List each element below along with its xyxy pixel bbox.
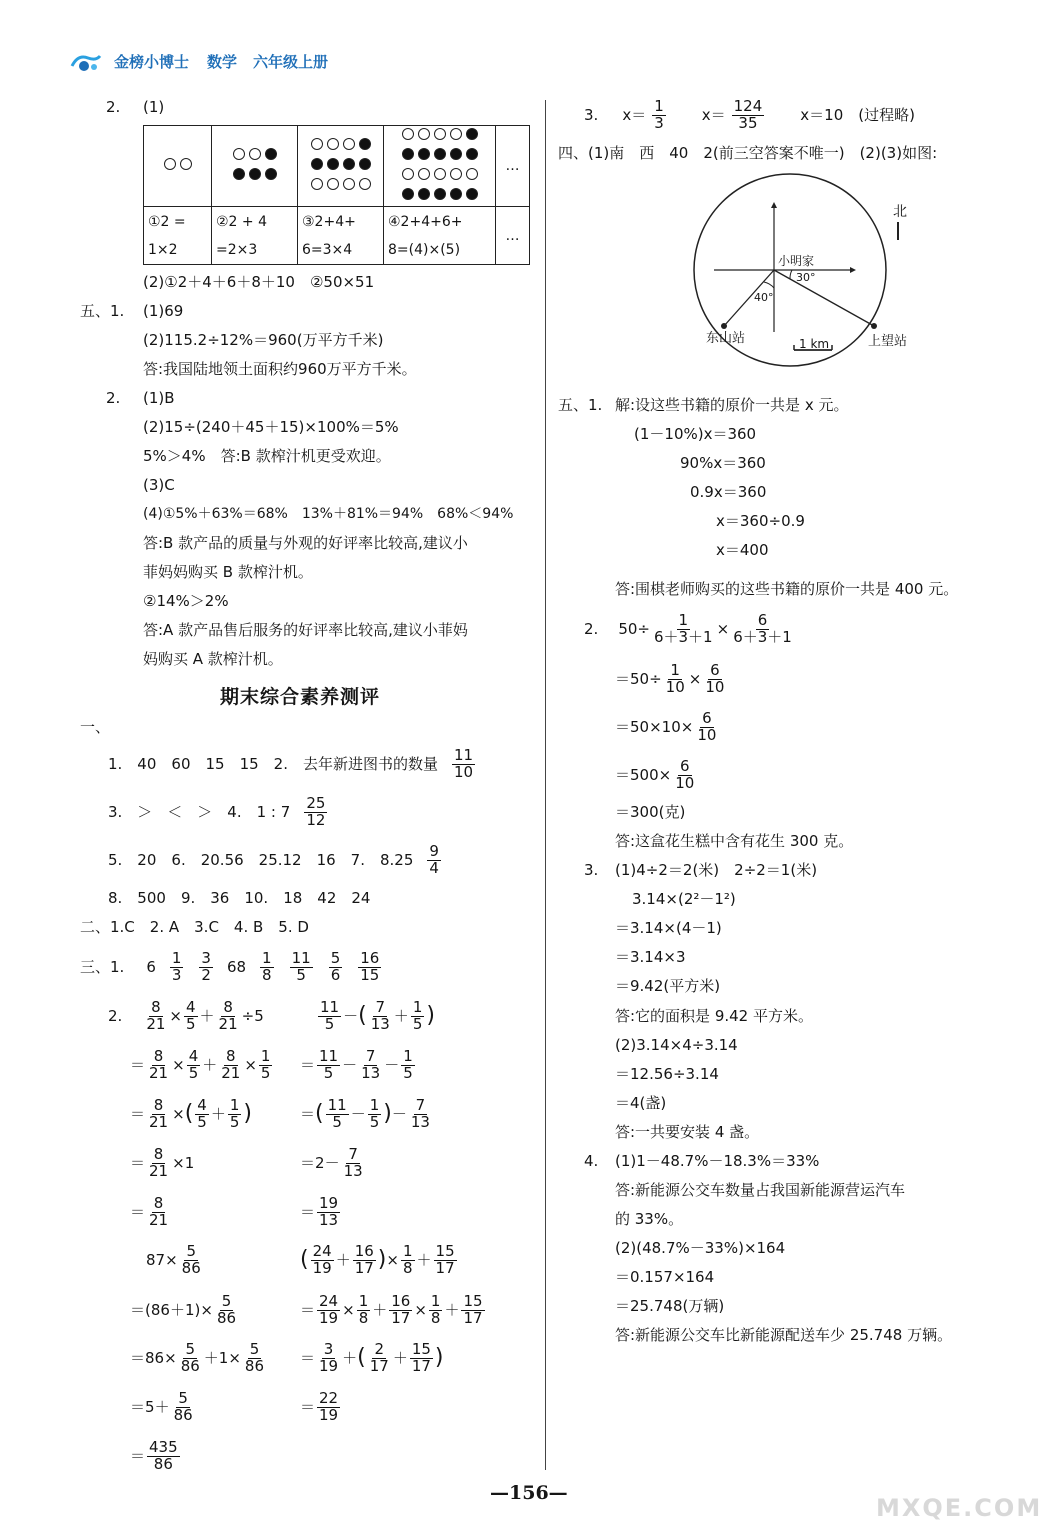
r-q2-l1: 2. 50÷ $\frac{1}{6+3+1}$ × $\frac{6}{6+3+1}$ (584, 610, 792, 646)
cell-1a: ①2 = (148, 213, 186, 230)
sec3-label: 三、1. (80, 957, 125, 976)
sec1-row1-text: 1. 40 60 15 15 2. 去年新进图书的数量 (108, 754, 438, 773)
r-q3b-l9: ＝4(盏) (615, 1094, 667, 1112)
calcB-l1: 11 5 － ( 7 13 ＋ 1 5 ) (320, 997, 435, 1033)
cell-4a: ④2+4+6+ (388, 213, 463, 230)
r-q3b-l5: ＝9.42(平方米) (615, 977, 721, 995)
pattern-4 (384, 126, 496, 207)
calcC-l4: ＝ 5 ＋ 5 86 (130, 1388, 193, 1424)
sec5-q1c: 答:我国陆地领土面积约960万平方千米。 (143, 360, 417, 378)
watermark: MXQE.COM (876, 1494, 1043, 1522)
sec5-q2f: 答:B 款产品的质量与外观的好评率比较高,建议小 (143, 534, 468, 552)
frac-11-5: 11 5 (291, 948, 311, 984)
map-home-label: 小明家 (778, 254, 815, 268)
pattern-3 (298, 126, 384, 207)
r-q3b-l10: 答:一共要安装 4 盏。 (615, 1123, 760, 1141)
r-q4-label: 4. (584, 1152, 599, 1170)
section-title: 期末综合素养测评 (220, 686, 381, 708)
r-q3b-l7: (2)3.14×4÷3.14 (615, 1036, 738, 1054)
sec5-q2d: (3)C (143, 476, 175, 494)
calcB-l3: ＝ ( 11 5 － 1 5 ) － 7 13 (300, 1095, 430, 1131)
map-east-station: 东山站 (706, 331, 746, 346)
calcC-l5: ＝ 435 86 (130, 1437, 178, 1473)
calcD-l1: ( 24 19 ＋ 16 17 ) × $\frac{1}{8}$ ＋ 15 17 (300, 1241, 455, 1277)
calcA-l1: 2. $\frac{8}{21}$ × $\frac{4}{5}$ ＋ $\frac{8}{21}$ ÷ 5 (108, 997, 264, 1033)
column-divider (545, 100, 546, 1470)
sec5-q2a: (1)B (143, 389, 175, 407)
r-s5-l2: (1－10%)x＝360 (634, 425, 757, 443)
ans-6: 6 (146, 957, 156, 976)
r-q3b-l3: ＝3.14×(4－1) (615, 919, 722, 937)
calcD-l4: ＝ 22 19 (300, 1388, 339, 1424)
r-q2-l3: ＝50×10× $\frac{6}{10}$ (615, 708, 717, 744)
sec5-q2h: ②14%＞2% (143, 592, 229, 610)
brand-name: 金榜小博士 (114, 52, 190, 71)
r-q3b-l8: ＝12.56÷3.14 (615, 1065, 719, 1083)
sec5-q2i: 答:A 款产品售后服务的好评率比较高,建议小菲妈 (143, 621, 468, 639)
sec5-label: 五、1. (80, 302, 125, 320)
r-q3b-l4: ＝3.14×3 (615, 948, 686, 966)
r-s5-l6: x＝400 (716, 541, 769, 559)
frac-25-12: 25 12 (306, 793, 326, 829)
frac: $\frac{4}{5}$ (185, 997, 196, 1033)
sec5-q2b: (2)15÷(240＋45＋15)×100%＝5% (143, 418, 399, 436)
frac-16-15: 16 15 (360, 948, 380, 984)
r-q2-ans: 答:这盒花生糕中含有花生 300 克。 (615, 832, 854, 850)
page-header (70, 52, 328, 72)
calcA-l5: ＝ 8 21 (130, 1193, 169, 1229)
frac-9-4: 9 4 (429, 841, 439, 877)
sec1-row2 (108, 794, 329, 830)
r-q2-l5: ＝300(克) (615, 803, 686, 821)
r-q4-l4: (2)(48.7%－33%)×164 (615, 1239, 786, 1257)
frac-11-10: 11 10 (453, 745, 474, 781)
map-north-label: 北 (893, 204, 907, 220)
frac-5-6: 5 6 (330, 948, 341, 984)
cell-3b: 6=3×4 (302, 241, 353, 258)
r-s5-l1: 解:设这些书籍的原价一共是 x 元。 (615, 396, 849, 414)
r-q2-l4: ＝500× $\frac{6}{10}$ (615, 756, 695, 792)
sec1-label: 一、 (80, 718, 111, 736)
calcC-l3: ＝ 86 × $\frac{5}{86}$ ＋ 1 × $\frac{5}{86}$ (130, 1339, 265, 1375)
r-q4-l5: ＝0.157×164 (615, 1268, 715, 1286)
frac: $\frac{8}{21}$ (218, 997, 238, 1033)
q2-sub1: (1) (143, 98, 165, 116)
calcA-l2: ＝ $\frac{8}{21}$ × $\frac{4}{5}$ ＋ $\frac{8}{21}$ × $\frac{1}{5}$ (130, 1046, 271, 1082)
calcA-l3: ＝ $\frac{8}{21}$ × ( 4 5 ＋ 1 5 ) (130, 1095, 252, 1131)
pattern-1 (144, 126, 212, 207)
subject-name: 数学 (207, 52, 238, 71)
grade-name: 六年级上册 (253, 52, 329, 71)
ans-68: 68 (226, 957, 247, 976)
map-upper-station: 上望站 (868, 334, 908, 349)
r-q3b-l6: 答:它的面积是 9.42 平方米。 (615, 1007, 813, 1025)
r-s5-l4: 0.9x＝360 (690, 483, 767, 501)
r-sec4: 四、(1)南 西 40 2(前三空答案不唯一) (2)(3)如图: (558, 144, 938, 162)
sec5-q2j: 妈购买 A 款榨汁机。 (143, 650, 283, 668)
table-ellipsis-2: … (496, 207, 530, 265)
frac-1-3: 1 3 (171, 948, 182, 984)
cell-2a: ②2 + 4 (216, 213, 267, 230)
sec1-row4: 8. 500 9. 36 10. 18 42 24 (108, 889, 371, 907)
q2-label: 2. (106, 98, 121, 116)
sec3-row1 (80, 948, 383, 986)
r-s5-l5: x＝360÷0.9 (716, 512, 805, 530)
sec5-q2e: (4)①5%＋63%＝68% 13%＋81%＝94% 68%＜94% (143, 506, 514, 522)
r-q4-l7: 答:新能源公交车比新能源配送车少 25.748 万辆。 (615, 1326, 953, 1344)
calcD-l3: ＝ 3 19 ＋ ( 2 17 ＋ 15 17 ) (300, 1339, 444, 1375)
r-q3b-l1: (1)4÷2＝2(米) 2÷2＝1(米) (615, 861, 818, 879)
q2-sub2: (2)①2＋4＋6＋8＋10 ②50×51 (143, 273, 375, 291)
pattern-2 (212, 126, 298, 207)
sec5-q2c: 5%＞4% 答:B 款榨汁机更受欢迎。 (143, 447, 391, 465)
cell-1b: 1×2 (148, 241, 178, 258)
map-scale: 1 km (799, 337, 830, 351)
cell-3a: ③2+4+ (302, 213, 356, 230)
calcC-l2: ＝ (86＋1) × $\frac{5}{86}$ (130, 1291, 237, 1327)
calcC-l1: 87 × $\frac{5}{86}$ (146, 1241, 201, 1277)
r-q2-l2: ＝50÷ $\frac{1}{10}$ × $\frac{6}{10}$ (615, 660, 725, 696)
r-q3b-label: 3. (584, 861, 599, 879)
r-s5-l3: 90%x＝360 (680, 454, 766, 472)
cell-2b: =2×3 (216, 241, 258, 258)
cell-4b: 8=(4)×(5) (388, 241, 461, 258)
sec1-row3 (108, 842, 443, 878)
calcA-l4: ＝ $\frac{8}{21}$ × 1 (130, 1144, 195, 1180)
sec5-q1a: (1)69 (143, 302, 184, 320)
map-angle-40: 40° (754, 291, 774, 304)
dot-pattern-table (143, 125, 530, 265)
calcB-l2: ＝ 11 5 － 7 13 － 1 5 (300, 1046, 413, 1082)
frac-3-2: 3 2 (201, 948, 211, 984)
brand-logo-icon (70, 52, 104, 72)
sec2-answers: 二、1.C 2. A 3.C 4. B 5. D (80, 918, 309, 936)
r-q3b-l2: 3.14×(2²－1²) (632, 890, 736, 908)
calcD-l2: ＝ $\frac{24}{19}$ × $\frac{1}{8}$ ＋ $\frac{16}{17}$ × $\frac{1}{8}$ ＋ 15 17 (300, 1291, 483, 1327)
r-q4-l3: 的 33%。 (615, 1210, 684, 1228)
r-q4-l2: 答:新能源公交车数量占我国新能源营运汽车 (615, 1181, 906, 1199)
sec5-q1b: (2)115.2÷12%＝960(万平方千米) (143, 331, 384, 349)
r-q3: 3. x＝ 1 3 x＝ 124 35 x＝10 (过程略) (584, 96, 915, 132)
sec1-row3-text: 5. 20 6. 20.56 25.12 16 7. 8.25 (108, 850, 414, 869)
table-ellipsis: … (496, 126, 530, 207)
r-q4-l1: (1)1－48.7%－18.3%＝33% (615, 1152, 820, 1170)
frac: $\frac{8}{21}$ (146, 997, 166, 1033)
calcB-l5: ＝ 19 13 (300, 1193, 339, 1229)
r-s5-ans: 答:围棋老师购买的这些书籍的原价一共是 400 元。 (615, 580, 959, 598)
sec1-row1 (108, 746, 477, 782)
r-q4-l6: ＝25.748(万辆) (615, 1297, 725, 1315)
north-marker (897, 222, 899, 240)
sec5-q2-label: 2. (106, 389, 121, 407)
r-s5-label: 五、1. (558, 396, 603, 414)
frac-1-8: 1 8 (262, 948, 272, 984)
sec1-row2-text: 3. ＞ ＜ ＞ 4. 1 : 7 (108, 802, 291, 821)
calcB-l4: ＝ 2 － 7 13 (300, 1144, 363, 1180)
sec5-q2g: 菲妈妈购买 B 款榨汁机。 (143, 563, 313, 581)
map-angle-30: 30° (796, 271, 816, 284)
page-number: —156— (490, 1482, 568, 1504)
